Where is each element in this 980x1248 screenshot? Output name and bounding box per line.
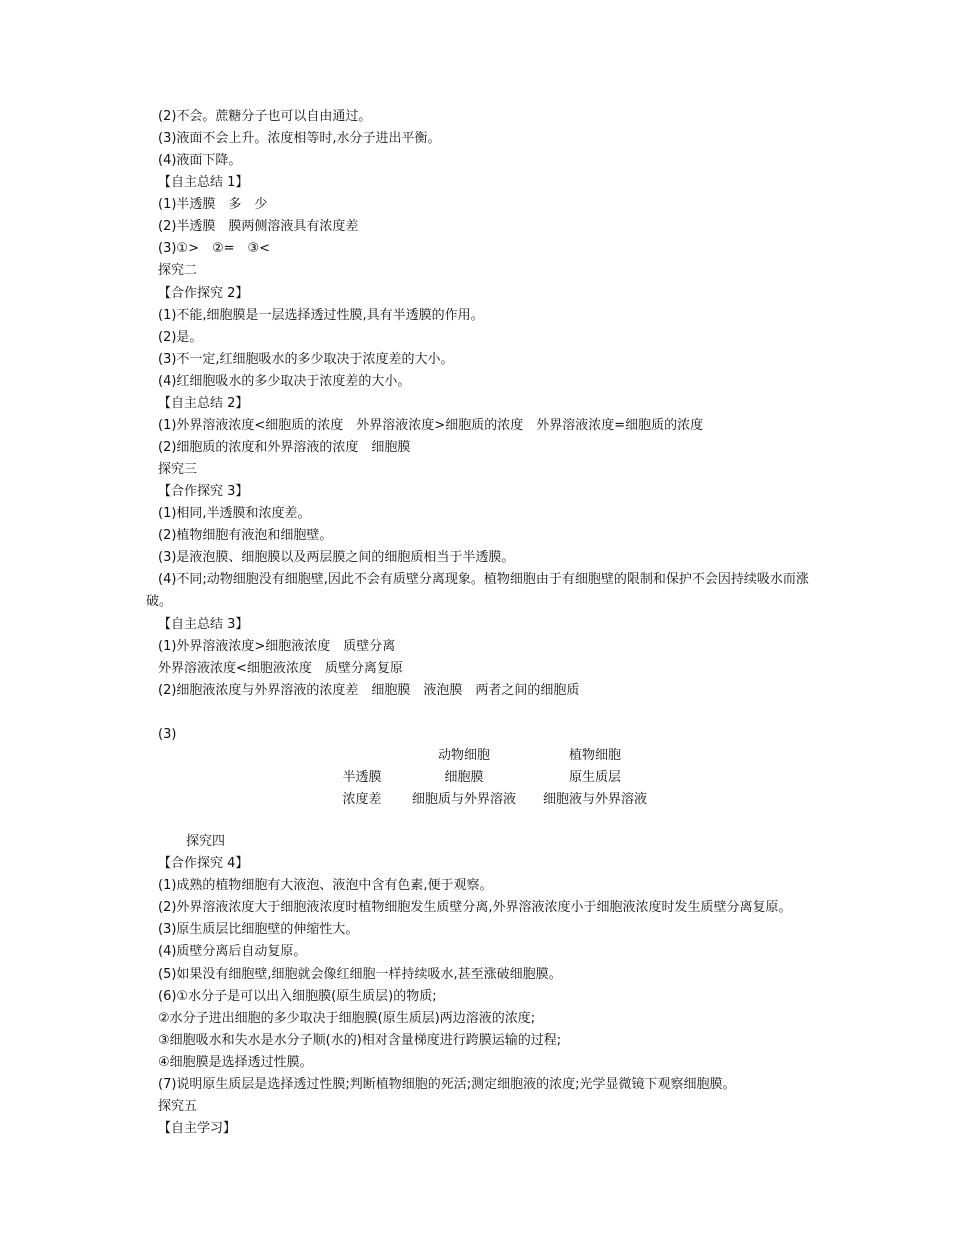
answer-line: (3)是液泡膜、细胞膜以及两层膜之间的细胞质相当于半透膜。 (158, 550, 515, 565)
answer-line: ②水分子进出细胞的多少取决于细胞膜(原生质层)两边溶液的浓度; (158, 1011, 536, 1026)
section-heading: 【合作探究 2】 (158, 286, 249, 301)
answer-line: (7)说明原生质层是选择透过性膜;判断植物细胞的死活;测定细胞液的浓度;光学显微镜下观察细胞膜。 (158, 1077, 736, 1092)
section-heading: 【自主学习】 (158, 1121, 237, 1136)
answer-line: (3)不一定,红细胞吸水的多少取决于浓度差的大小。 (158, 352, 454, 367)
answer-line: (4)不同;动物细胞没有细胞壁,因此不会有质壁分离现象。植物细胞由于有细胞壁的限制和保护不会因持续吸水而涨 (158, 572, 809, 587)
answer-line: (3)原生质层比细胞壁的伸缩性大。 (158, 922, 359, 937)
answer-line: (3)液面不会上升。浓度相等时,水分子进出平衡。 (158, 131, 441, 146)
section-heading: 【合作探究 4】 (158, 856, 249, 871)
table-row-label: 浓度差 (342, 792, 382, 807)
table-header-plant: 植物细胞 (568, 748, 621, 763)
answer-line: (1)相同,半透膜和浓度差。 (158, 506, 311, 521)
answer-line: (4)液面下降。 (158, 153, 242, 168)
section-heading: 【自主总结 3】 (158, 617, 249, 632)
answer-line: (2)不会。蔗糖分子也可以自由通过。 (158, 109, 372, 124)
answer-line: (2)半透膜 膜两侧溶液具有浓度差 (158, 219, 359, 234)
answer-line: ④细胞膜是选择透过性膜。 (158, 1055, 313, 1070)
table-cell: 细胞膜 (444, 770, 484, 785)
answer-line: (1)外界溶液浓度<细胞质的浓度 外界溶液浓度>细胞质的浓度 外界溶液浓度=细胞质的浓度 (158, 418, 704, 433)
section-heading: 【自主总结 2】 (158, 396, 249, 411)
section-title: 探究五 (158, 1099, 198, 1114)
table-cell: 细胞质与外界溶液 (411, 792, 516, 807)
answer-line: 外界溶液浓度<细胞液浓度 质壁分离复原 (158, 661, 403, 676)
table-cell: 细胞液与外界溶液 (542, 792, 647, 807)
table-header-animal: 动物细胞 (438, 748, 491, 763)
answer-line: (2)外界溶液浓度大于细胞液浓度时植物细胞发生质壁分离,外界溶液浓度小于细胞液浓度时发生质壁分离复原。 (158, 900, 792, 915)
answer-line: (4)红细胞吸水的多少取决于浓度差的大小。 (158, 374, 411, 389)
section-heading: 【自主总结 1】 (158, 175, 249, 190)
answer-line: (2)植物细胞有液泡和细胞壁。 (158, 528, 333, 543)
table-row-label: 半透膜 (342, 770, 382, 785)
answer-line: (2)细胞液浓度与外界溶液的浓度差 细胞膜 液泡膜 两者之间的细胞质 (158, 683, 580, 698)
section-title: 探究四 (186, 834, 226, 849)
answer-line: (1)外界溶液浓度>细胞液浓度 质壁分离 (158, 639, 396, 654)
section-title: 探究三 (158, 462, 198, 477)
answer-line: (3)①> ②= ③< (158, 241, 271, 256)
answer-line: ③细胞吸水和失水是水分子顺(水的)相对含量梯度进行跨膜运输的过程; (158, 1033, 562, 1048)
answer-line: (1)不能,细胞膜是一层选择透过性膜,具有半透膜的作用。 (158, 308, 484, 323)
table-cell: 原生质层 (568, 770, 621, 785)
section-heading: 【合作探究 3】 (158, 484, 249, 499)
answer-line: (1)半透膜 多 少 (158, 197, 268, 212)
answer-line: (2)是。 (158, 330, 203, 345)
answer-line: (6)①水分子是可以出入细胞膜(原生质层)的物质; (158, 989, 437, 1004)
answer-line: (3) (158, 727, 177, 742)
answer-line-continuation: 破。 (146, 594, 173, 609)
answer-line: (4)质壁分离后自动复原。 (158, 944, 307, 959)
answer-line: (5)如果没有细胞壁,细胞就会像红细胞一样持续吸水,甚至涨破细胞膜。 (158, 967, 562, 982)
answer-line: (1)成熟的植物细胞有大液泡、液泡中含有色素,便于观察。 (158, 878, 493, 893)
section-title: 探究二 (158, 263, 198, 278)
answer-line: (2)细胞质的浓度和外界溶液的浓度 细胞膜 (158, 440, 411, 455)
